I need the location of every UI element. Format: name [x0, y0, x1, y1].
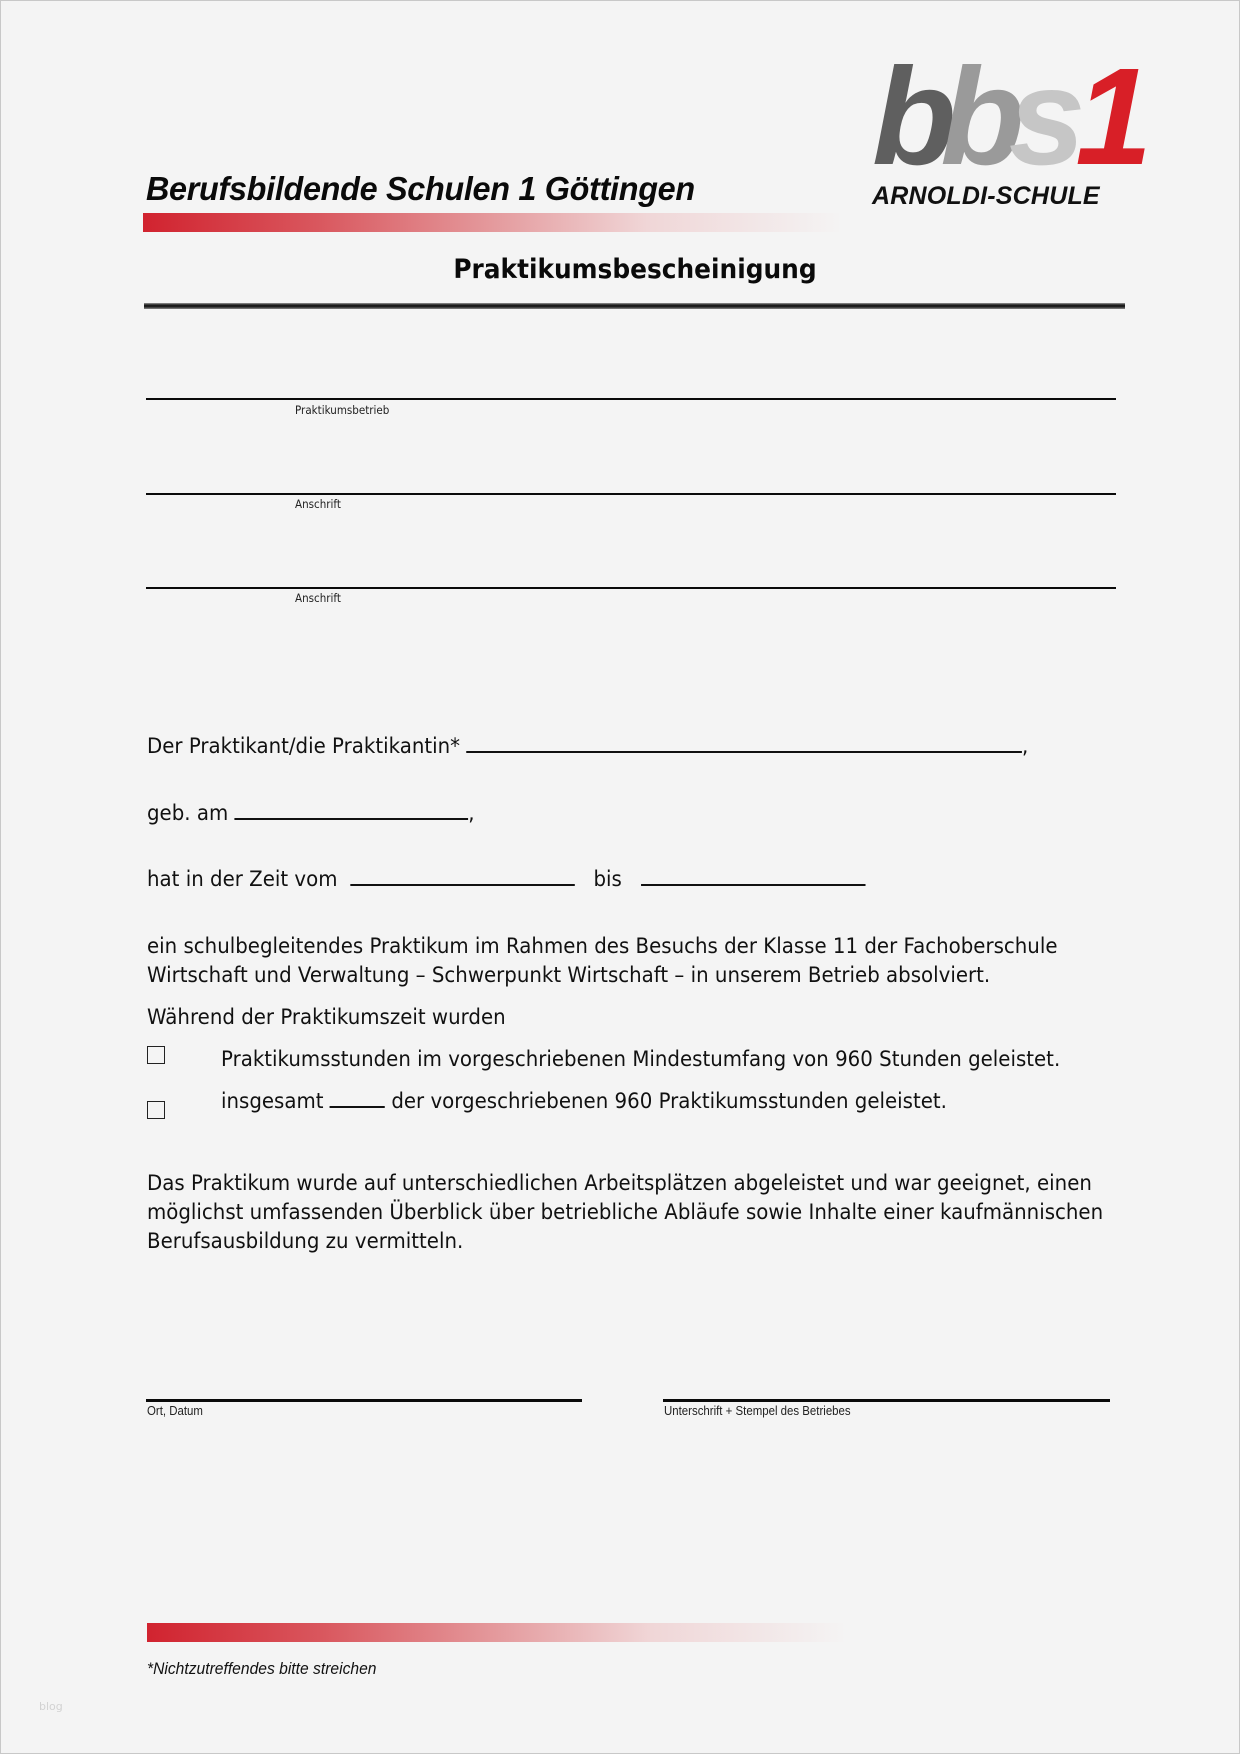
- option-partial-hours-prefix: insgesamt: [221, 1089, 324, 1114]
- paragraph-1-line-1: ein schulbegleitendes Praktikum im Rahmen des Besuchs der Klasse 11 der Fachoberschule: [147, 934, 1058, 959]
- birth-date-field[interactable]: [235, 798, 469, 820]
- address-label-1: Anschrift: [295, 497, 341, 511]
- header-accent-bar: [143, 213, 843, 232]
- school-name: Berufsbildende Schulen 1 Göttingen: [146, 170, 695, 207]
- option-full-hours-checkbox[interactable]: [147, 1046, 165, 1064]
- period-label: hat in der Zeit vom: [147, 867, 338, 892]
- company-name-field[interactable]: [146, 398, 1116, 400]
- address-label-2: Anschrift: [295, 591, 341, 605]
- watermark: blog: [39, 1700, 63, 1713]
- footer-accent-bar: [147, 1623, 847, 1642]
- birth-comma: ,: [468, 801, 475, 826]
- address-field-2[interactable]: [146, 587, 1116, 589]
- intern-label: Der Praktikant/die Praktikantin*: [147, 734, 461, 759]
- document-title: Praktikumsbescheinigung: [453, 254, 817, 285]
- birth-row: [147, 798, 475, 828]
- paragraph-1-line-2: Wirtschaft und Verwaltung – Schwerpunkt Wirtschaft – in unserem Betrieb absolviert.: [147, 963, 991, 988]
- logo-wordmark: [872, 40, 1137, 194]
- period-from-field[interactable]: [350, 864, 574, 886]
- intern-comma: ,: [1022, 734, 1029, 759]
- intern-name-field[interactable]: [466, 731, 1022, 753]
- school-logo: [872, 40, 1137, 213]
- period-to-field[interactable]: [641, 864, 865, 886]
- option-partial-hours-suffix: der vorgeschriebenen 960 Praktikumsstunden geleistet.: [391, 1089, 947, 1114]
- birth-label: geb. am: [147, 801, 229, 826]
- address-field-1[interactable]: [146, 493, 1116, 495]
- company-name-label: Praktikumsbetrieb: [295, 403, 390, 417]
- option-full-hours-text: Praktikumsstunden im vorgeschriebenen Mindestumfang von 960 Stunden geleistet.: [221, 1047, 1061, 1072]
- paragraph-2-line-2: möglichst umfassenden Überblick über betriebliche Abläufe sowie Inhalte einer kaufmännischen: [147, 1200, 1104, 1225]
- logo-letter-s: s: [1008, 40, 1070, 194]
- logo-digit-1: 1: [1075, 40, 1137, 194]
- period-row: [147, 864, 865, 894]
- paragraph-2-line-1: Das Praktikum wurde auf unterschiedlichen Arbeitsplätzen abgeleistet und war geeignet, einen: [147, 1171, 1092, 1196]
- signature-label: Unterschrift + Stempel des Betriebes: [664, 1403, 851, 1418]
- signature-field[interactable]: [663, 1399, 1110, 1402]
- place-date-label: Ort, Datum: [147, 1403, 203, 1418]
- option-partial-hours-row: [221, 1086, 947, 1116]
- logo-letter-b2: b: [940, 40, 1009, 194]
- hours-intro: Während der Praktikumszeit wurden: [147, 1005, 506, 1030]
- title-divider: [144, 303, 1125, 309]
- logo-subtitle: ARNOLDI-SCHULE: [872, 182, 1100, 210]
- intern-row: [147, 731, 1028, 761]
- partial-hours-field[interactable]: [330, 1086, 385, 1108]
- footnote: *Nichtzutreffendes bitte streichen: [147, 1659, 377, 1678]
- option-partial-hours-checkbox[interactable]: [147, 1101, 165, 1119]
- paragraph-2-line-3: Berufsausbildung zu vermitteln.: [147, 1229, 464, 1254]
- logo-letter-b1: b: [872, 40, 941, 194]
- place-date-field[interactable]: [146, 1399, 582, 1402]
- period-to-label: bis: [593, 867, 622, 892]
